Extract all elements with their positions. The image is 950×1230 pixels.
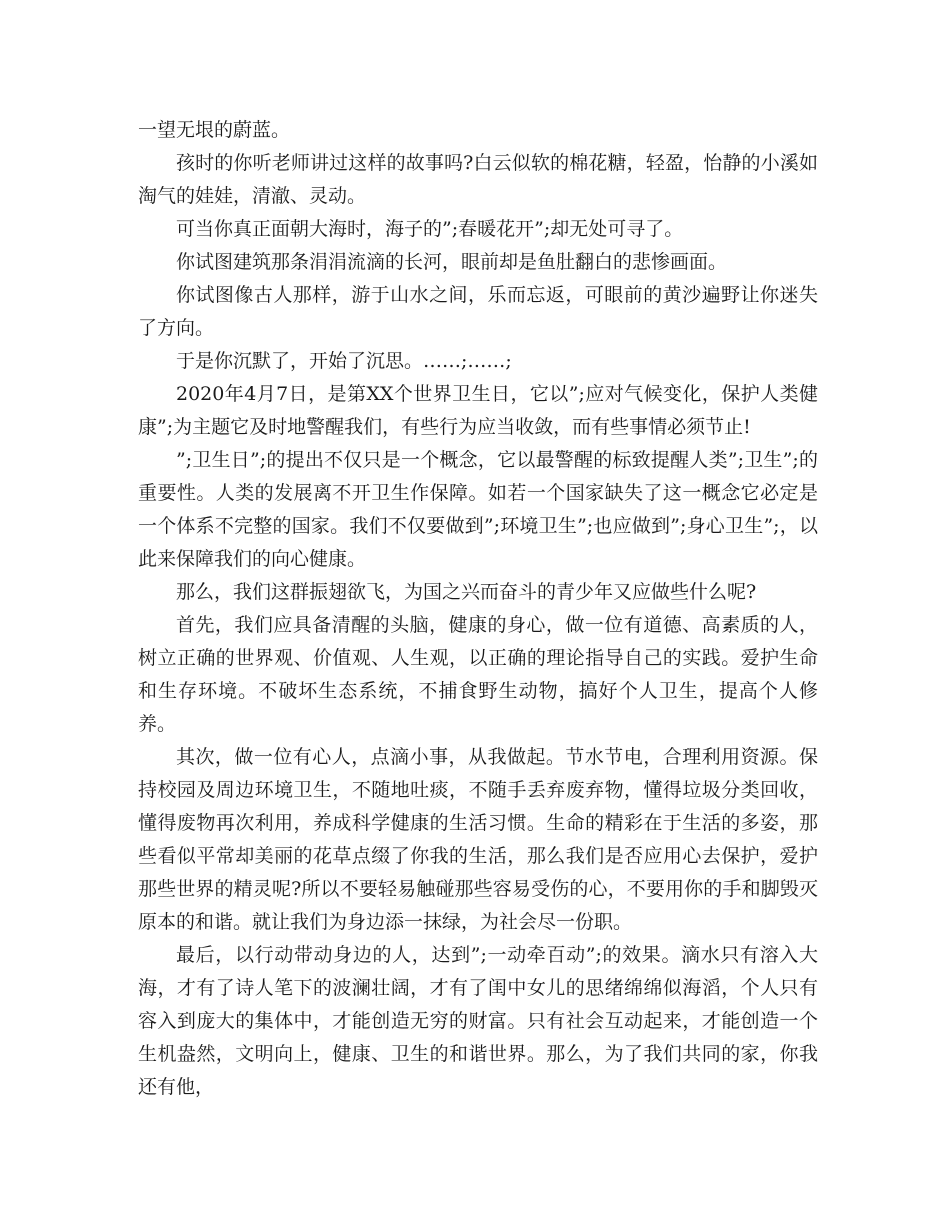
document-body (138, 114, 818, 1104)
paragraph-7: 2020年4月7日，是第XX个世界卫生日，它以”;应对气候变化，保护人类健康”;为主题它及时地警醒我们，有些行为应当收敛，而有些事情必须节止! (138, 383, 818, 438)
paragraph-6: 于是你沉默了，开始了沉思。……;……; (176, 350, 512, 372)
paragraph-2: 孩时的你听老师讲过这样的故事吗?白云似软的棉花糖，轻盈，怡静的小溪如淘气的娃娃，清澈、灵动。 (138, 152, 818, 207)
paragraph-1: 一望无垠的蔚蓝。 (138, 119, 291, 141)
paragraph-9: 那么，我们这群振翅欲飞，为国之兴而奋斗的青少年又应做些什么呢? (176, 581, 757, 603)
paragraph-5: 你试图像古人那样，游于山水之间，乐而忘返，可眼前的黄沙遍野让你迷失了方向。 (138, 284, 818, 339)
paragraph-12: 最后，以行动带动身边的人，达到”;一动牵百动”;的效果。滴水只有溶入大海，才有了诗人笔下的波澜壮阔，才有了闺中女儿的思绪绵绵似海滔，个人只有容入到庞大的集体中，才能创造无穷的财富。只有社会互动起来，才能创造一个生机盎然，文明向上，健康、卫生的和谐世界。那么，为了我们共同的家，你我还有他， (138, 944, 818, 1098)
paragraph-10: 首先，我们应具备清醒的头脑，健康的身心，做一位有道德、高素质的人，树立正确的世界观、价值观、人生观，以正确的理论指导自己的实践。爱护生命和生存环境。不破坏生态系统，不捕食野生动物，搞好个人卫生，提高个人修养。 (138, 614, 818, 735)
paragraph-3: 可当你真正面朝大海时，海子的”;春暖花开”;却无处可寻了。 (176, 218, 684, 240)
paragraph-4: 你试图建筑那条涓涓流滴的长河，眼前却是鱼肚翻白的悲惨画面。 (176, 251, 728, 273)
paragraph-11: 其次，做一位有心人，点滴小事，从我做起。节水节电，合理利用资源。保持校园及周边环境卫生，不随地吐痰，不随手丢弃废弃物，懂得垃圾分类回收，懂得废物再次利用，养成科学健康的生活习惯。生命的精彩在于生活的多姿，那些看似平常却美丽的花草点缀了你我的生活，那么我们是否应用心去保护，爱护那些世界的精灵呢?所以不要轻易触碰那些容易受伤的心，不要用你的手和脚毁灭原本的和谐。就让我们为身边添一抹绿，为社会尽一份职。 (138, 746, 818, 933)
paragraph-8: ”;卫生日”;的提出不仅只是一个概念，它以最警醒的标致提醒人类”;卫生”;的重要性。人类的发展离不开卫生作保障。如若一个国家缺失了这一概念它必定是一个体系不完整的国家。我们不仅要做到”;环境卫生”;也应做到”;身心卫生”;，以此来保障我们的向心健康。 (138, 449, 818, 570)
